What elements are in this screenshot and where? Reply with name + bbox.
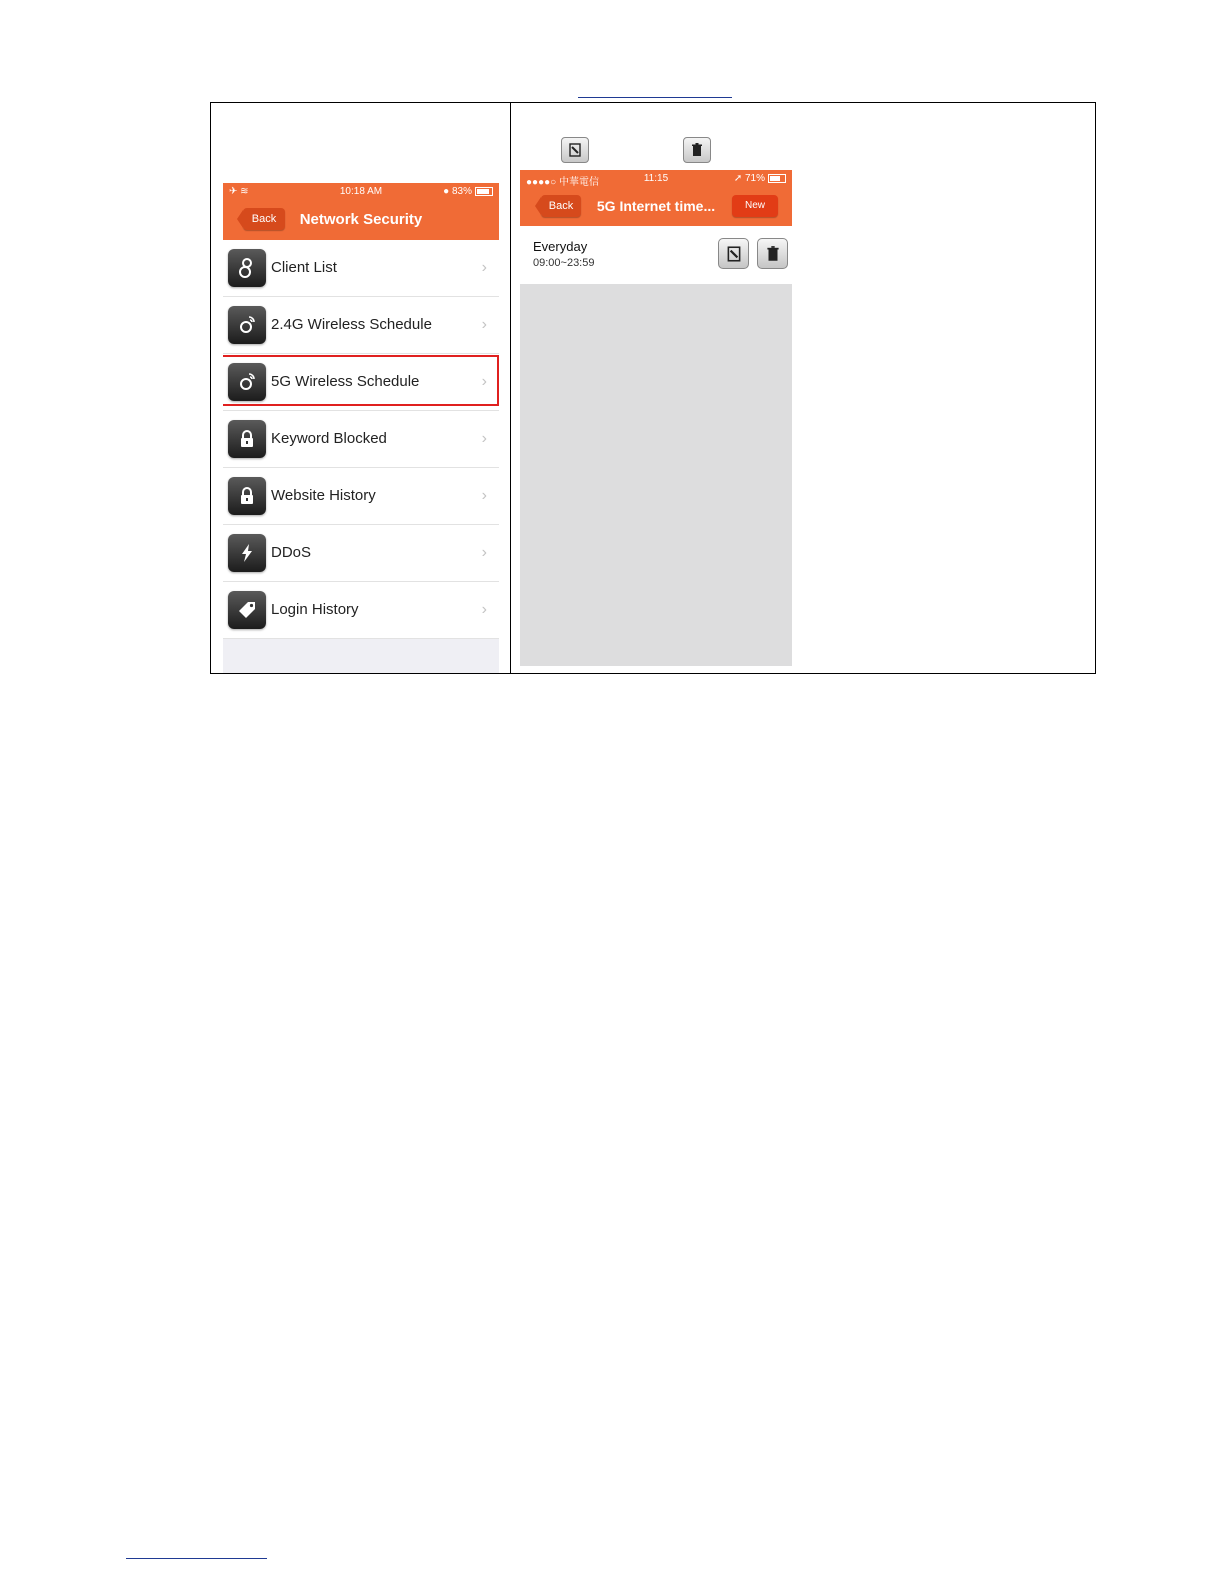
battery-text: 71%	[744, 173, 765, 184]
delete-button[interactable]	[757, 238, 788, 269]
new-button[interactable]: New	[732, 195, 778, 217]
wireless-schedule-icon	[228, 306, 266, 344]
lock-icon	[228, 477, 266, 515]
menu-item-label: Keyword Blocked	[271, 430, 387, 447]
menu-item-24g-wireless-schedule[interactable]	[223, 297, 499, 354]
5g-internet-time-screen	[520, 170, 792, 666]
bottom-rule	[126, 1558, 267, 1559]
status-time: 10:18 AM	[339, 186, 383, 197]
lightning-icon	[228, 534, 266, 572]
menu-list	[223, 240, 499, 639]
chevron-right-icon: ›	[481, 373, 487, 390]
trash-icon	[683, 137, 711, 163]
carrier-signal: ●●●●○ 中華電信	[526, 177, 599, 188]
menu-item-label: DDoS	[271, 544, 312, 561]
menu-item-label: 5G Wireless Schedule	[271, 373, 420, 390]
chevron-right-icon: ›	[481, 544, 487, 561]
battery-icon	[475, 187, 493, 196]
screenshot-table	[210, 102, 1096, 674]
trash-icon	[764, 245, 782, 263]
edit-icon	[725, 245, 743, 263]
client-list-icon	[228, 249, 266, 287]
menu-item-label: Client List	[271, 259, 337, 276]
menu-item-ddos[interactable]	[223, 525, 499, 582]
schedule-time: 09:00~23:59	[533, 257, 595, 269]
column-divider	[510, 103, 511, 673]
network-security-screen	[223, 183, 499, 673]
tag-icon	[228, 591, 266, 629]
back-button[interactable]: Back	[541, 195, 581, 217]
battery-text: 83%	[451, 186, 472, 197]
chevron-right-icon: ›	[481, 430, 487, 447]
status-bar	[223, 186, 499, 200]
menu-item-website-history[interactable]	[223, 468, 499, 525]
chevron-right-icon: ›	[481, 487, 487, 504]
nav-bar	[520, 170, 792, 226]
chevron-right-icon: ›	[481, 601, 487, 618]
chevron-right-icon: ›	[481, 316, 487, 333]
chevron-right-icon: ›	[481, 259, 487, 276]
menu-item-label: Login History	[271, 601, 359, 618]
battery-status: ➚ 71%	[734, 173, 786, 184]
back-button[interactable]: Back	[243, 208, 285, 230]
menu-item-label: Website History	[271, 487, 376, 504]
top-rule	[578, 97, 732, 98]
battery-status: ● 83%	[443, 186, 493, 197]
menu-item-keyword-blocked[interactable]	[223, 411, 499, 468]
status-time: 11:15	[643, 173, 669, 184]
menu-item-label: 2.4G Wireless Schedule	[271, 316, 432, 333]
edit-button[interactable]	[718, 238, 749, 269]
airplane-wifi-icon: ✈ ≋	[229, 186, 249, 197]
menu-item-login-history[interactable]	[223, 582, 499, 639]
lock-icon	[228, 420, 266, 458]
selection-highlight	[223, 355, 499, 406]
schedule-title: Everyday	[533, 239, 588, 254]
schedule-row[interactable]	[520, 226, 792, 284]
page-title: Network Security	[299, 211, 423, 228]
nav-bar	[223, 183, 499, 240]
status-bar	[520, 173, 792, 187]
edit-icon	[561, 137, 589, 163]
battery-icon	[768, 174, 786, 183]
menu-item-client-list[interactable]	[223, 240, 499, 297]
page-title: 5G Internet time...	[596, 198, 716, 214]
